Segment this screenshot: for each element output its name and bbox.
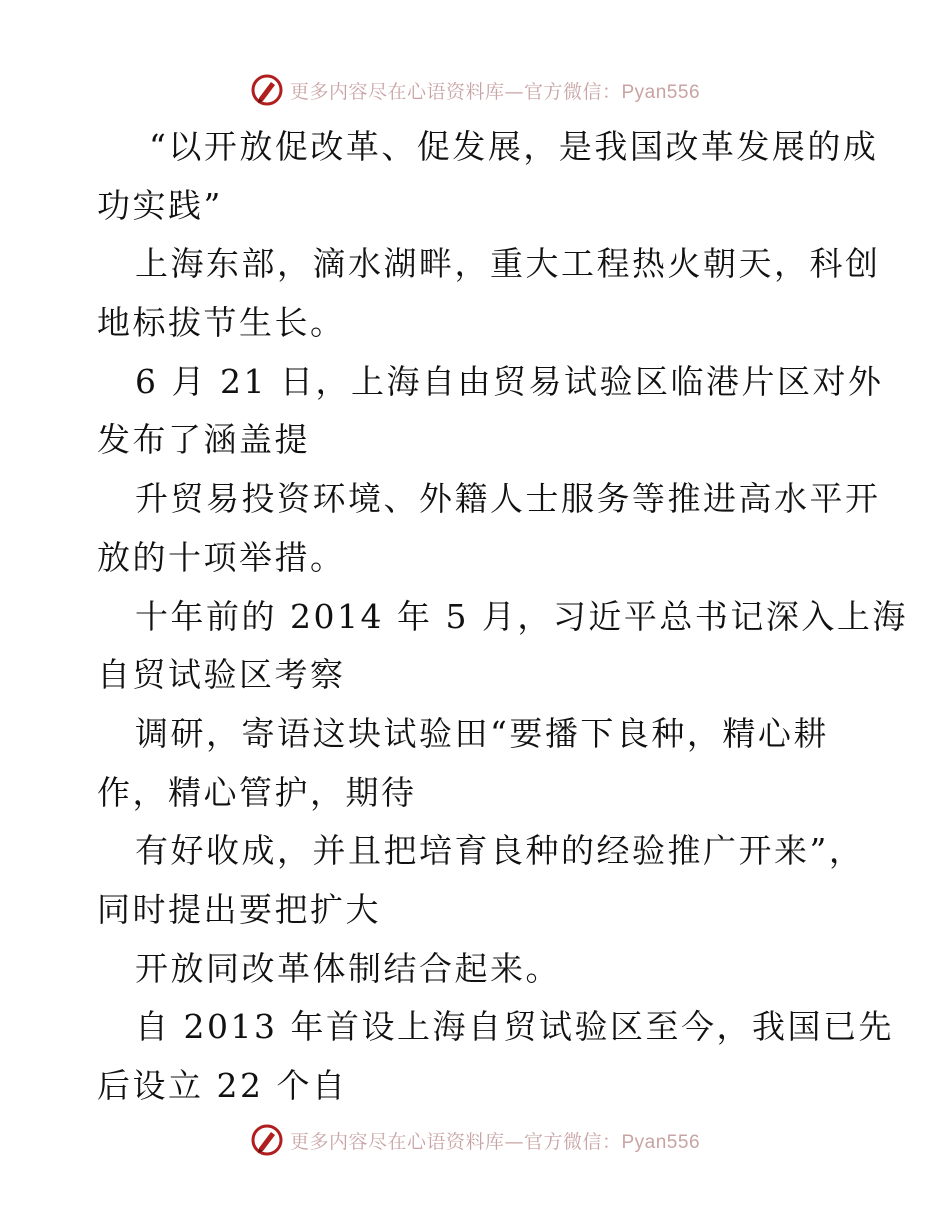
text-line: 6 月 21 日，上海自由贸易试验区临港片区对外 (135, 361, 884, 401)
text-line: 同时提出要把扩大 (97, 889, 381, 929)
text-line: 上海东部，滴水湖畔，重大工程热火朝天，科创 (135, 244, 881, 284)
page-header (0, 70, 950, 110)
text-line: 作，精心管护，期待 (97, 772, 417, 812)
text-line: 功实践” (97, 185, 223, 225)
pen-circle-logo-icon (250, 1123, 284, 1157)
header-banner (250, 73, 700, 107)
text-line: 后设立 22 个自 (97, 1066, 348, 1105)
text-line: 自贸试验区考察 (97, 655, 346, 695)
text-line: 开放同改革体制结合起来。 (135, 948, 561, 988)
text-line: “以开放促改革、促发展，是我国改革发展的成 (149, 127, 879, 166)
document-body (97, 118, 908, 1116)
text-line: 十年前的 2014 年 5 月，习近平总书记深入上海 (135, 596, 908, 636)
text-line: 有好收成，并且把培育良种的经验推广开来”， (135, 831, 865, 871)
text-line: 调研，寄语这块试验田“要播下良种，精心耕 (135, 713, 829, 753)
pen-circle-logo-icon (250, 73, 284, 107)
text-line: 放的十项举措。 (97, 537, 346, 577)
text-line: 升贸易投资环境、外籍人士服务等推进高水平开 (135, 479, 881, 519)
text-line: 发布了涵盖提 (97, 420, 310, 460)
footer-banner-text: 更多内容尽在心语资料库—官方微信：Pyan556 (289, 1130, 701, 1153)
text-line: 自 2013 年首设上海自贸试验区至今，我国已先 (135, 1007, 894, 1047)
page-footer (0, 1120, 950, 1160)
header-banner-text: 更多内容尽在心语资料库—官方微信：Pyan556 (289, 80, 701, 103)
text-line: 地标拔节生长。 (97, 303, 346, 343)
footer-banner (250, 1123, 700, 1157)
